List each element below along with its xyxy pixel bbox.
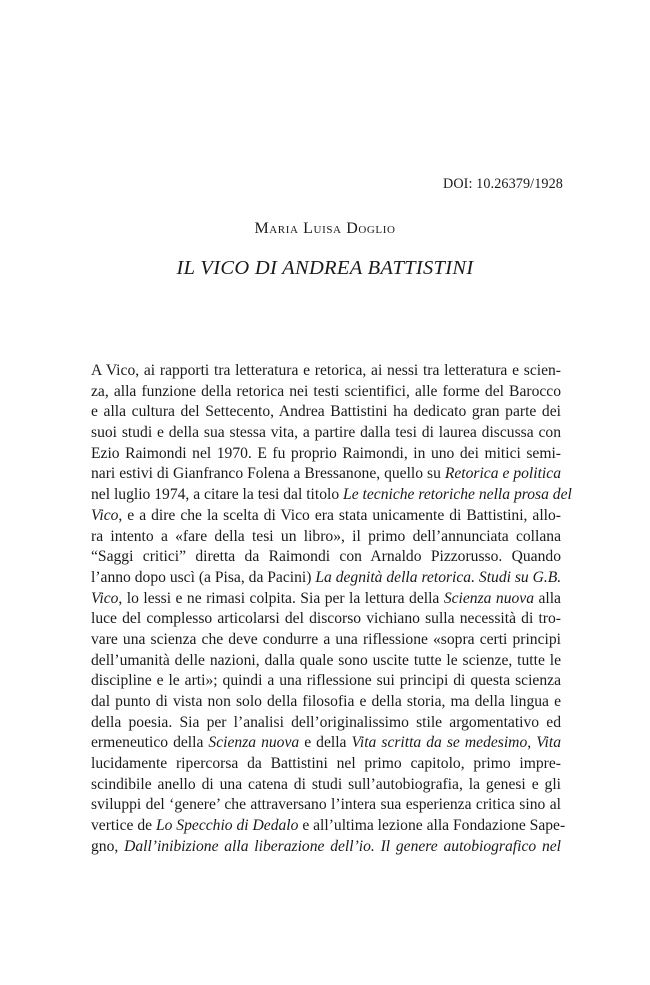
text-line [91, 547, 561, 568]
text-segment: e all’ultima lezione alla Fondazione Sape- [298, 817, 566, 835]
italic-text-segment: Vita scritta da se medesimo [351, 734, 528, 752]
italic-text-segment: La degnità della retorica. Studi su G.B. [315, 568, 562, 586]
text-segment: e della [299, 734, 352, 752]
text-segment: luce del complesso articolarsi del discorso vichiano sulla necessità di tro- [91, 610, 561, 628]
text-segment: ra intento a «fare della tesi un libro», il primo dell’annunciata collana [91, 527, 561, 545]
text-segment: , e a dire che la scelta di Vico era stata unicamente di Battistini, allo- [118, 506, 561, 524]
text-segment: nel luglio 1974, a citare la tesi dal titolo [91, 486, 344, 504]
text-line [91, 423, 561, 444]
text-segment: “Saggi critici” diretta da Raimondi con Arnaldo Pizzorusso. Quando [91, 548, 561, 566]
text-line [91, 775, 561, 796]
text-segment: alla [534, 589, 561, 607]
text-segment: A Vico, ai rapporti tra letteratura e retorica, ai nessi tra letteratura e scien- [91, 362, 561, 379]
text-line [91, 692, 561, 713]
italic-text-segment: Vico [91, 506, 119, 524]
text-line [91, 733, 561, 754]
italic-text-segment: Vita [536, 734, 562, 752]
text-line [91, 651, 561, 672]
author-name: Maria Luisa Doglio [254, 220, 396, 237]
text-line [91, 671, 561, 692]
italic-text-segment: Dall’inibizione alla liberazione dell’io. Il genere autobiografico nel [124, 837, 562, 855]
text-segment: discipline e le arti»; quindi a una riflessione sui principi di questa scienza [91, 672, 561, 690]
text-segment: l’anno dopo uscì (a Pisa, da Pacini) [91, 568, 316, 586]
doi-identifier: DOI: 10.26379/1928 [442, 176, 563, 192]
text-line [91, 361, 561, 382]
text-line [91, 609, 561, 630]
text-segment: scindibile anello di una catena di studi sull’autobiografia, la genesi e gli [91, 775, 561, 793]
text-line [91, 382, 561, 403]
text-line [91, 754, 561, 775]
italic-text-segment: Lo Specchio di Dedalo [155, 817, 299, 835]
text-line [91, 527, 561, 548]
text-line [91, 713, 561, 734]
text-segment: Ezio Raimondi nel 1970. E fu proprio Raimondi, in uno dei mitici semi- [91, 444, 561, 462]
text-line [91, 816, 566, 837]
text-line [91, 444, 561, 465]
italic-text-segment: Retorica e politica [444, 465, 561, 483]
text-segment: dell’umanità delle nazioni, dalla quale sono uscite tutte le scienze, tutte le [91, 651, 561, 669]
text-segment: ermeneutico della [91, 734, 209, 752]
body-paragraph [91, 361, 572, 858]
text-segment: della poesia. Sia per l’analisi dell’originalissimo stile argomentativo ed [91, 713, 561, 731]
text-segment: suoi studi e della sua stessa vita, a partire dalla tesi di laurea discussa con [91, 424, 561, 442]
text-segment: sviluppi del ‘genere’ che attraversano l’intera sua esperienza critica sino al [91, 796, 561, 814]
text-segment: vertice de [91, 817, 156, 835]
text-line [91, 485, 572, 506]
italic-text-segment: Le tecniche retoriche nella prosa del [343, 486, 572, 504]
text-line [91, 568, 561, 589]
text-line [91, 402, 561, 423]
text-line [91, 630, 561, 651]
text-segment: vare una scienza che deve condurre a una riflessione «sopra certi principi [91, 630, 561, 648]
italic-text-segment: Scienza nuova [208, 734, 300, 752]
text-line [91, 506, 561, 527]
italic-text-segment: Vico [91, 589, 119, 607]
text-segment: e alla cultura del Settecento, Andrea Battistini ha dedicato gran parte dei [91, 403, 561, 421]
text-segment: za, alla funzione della retorica nei testi scientifici, alle forme del Barocco [91, 382, 561, 400]
italic-text-segment: Scienza nuova [443, 589, 535, 607]
text-segment: , lo lessi e ne rimasi colpita. Sia per la lettura della [118, 589, 444, 607]
text-segment: dal punto di vista non solo della filosofia e della storia, ma della lingua e [91, 693, 561, 710]
text-segment: gno, [91, 837, 125, 855]
text-line [91, 464, 561, 485]
text-line [91, 795, 561, 816]
text-segment: nari estivi di Gianfranco Folena a Bressanone, quello su [91, 465, 445, 483]
text-segment: lucidamente ripercorsa da Battistini nel primo capitolo, primo impre- [91, 755, 561, 773]
text-line [91, 589, 561, 610]
article-title: IL VICO DI ANDREA BATTISTINI [176, 257, 474, 279]
text-segment: , [527, 734, 537, 752]
text-line [91, 837, 561, 858]
